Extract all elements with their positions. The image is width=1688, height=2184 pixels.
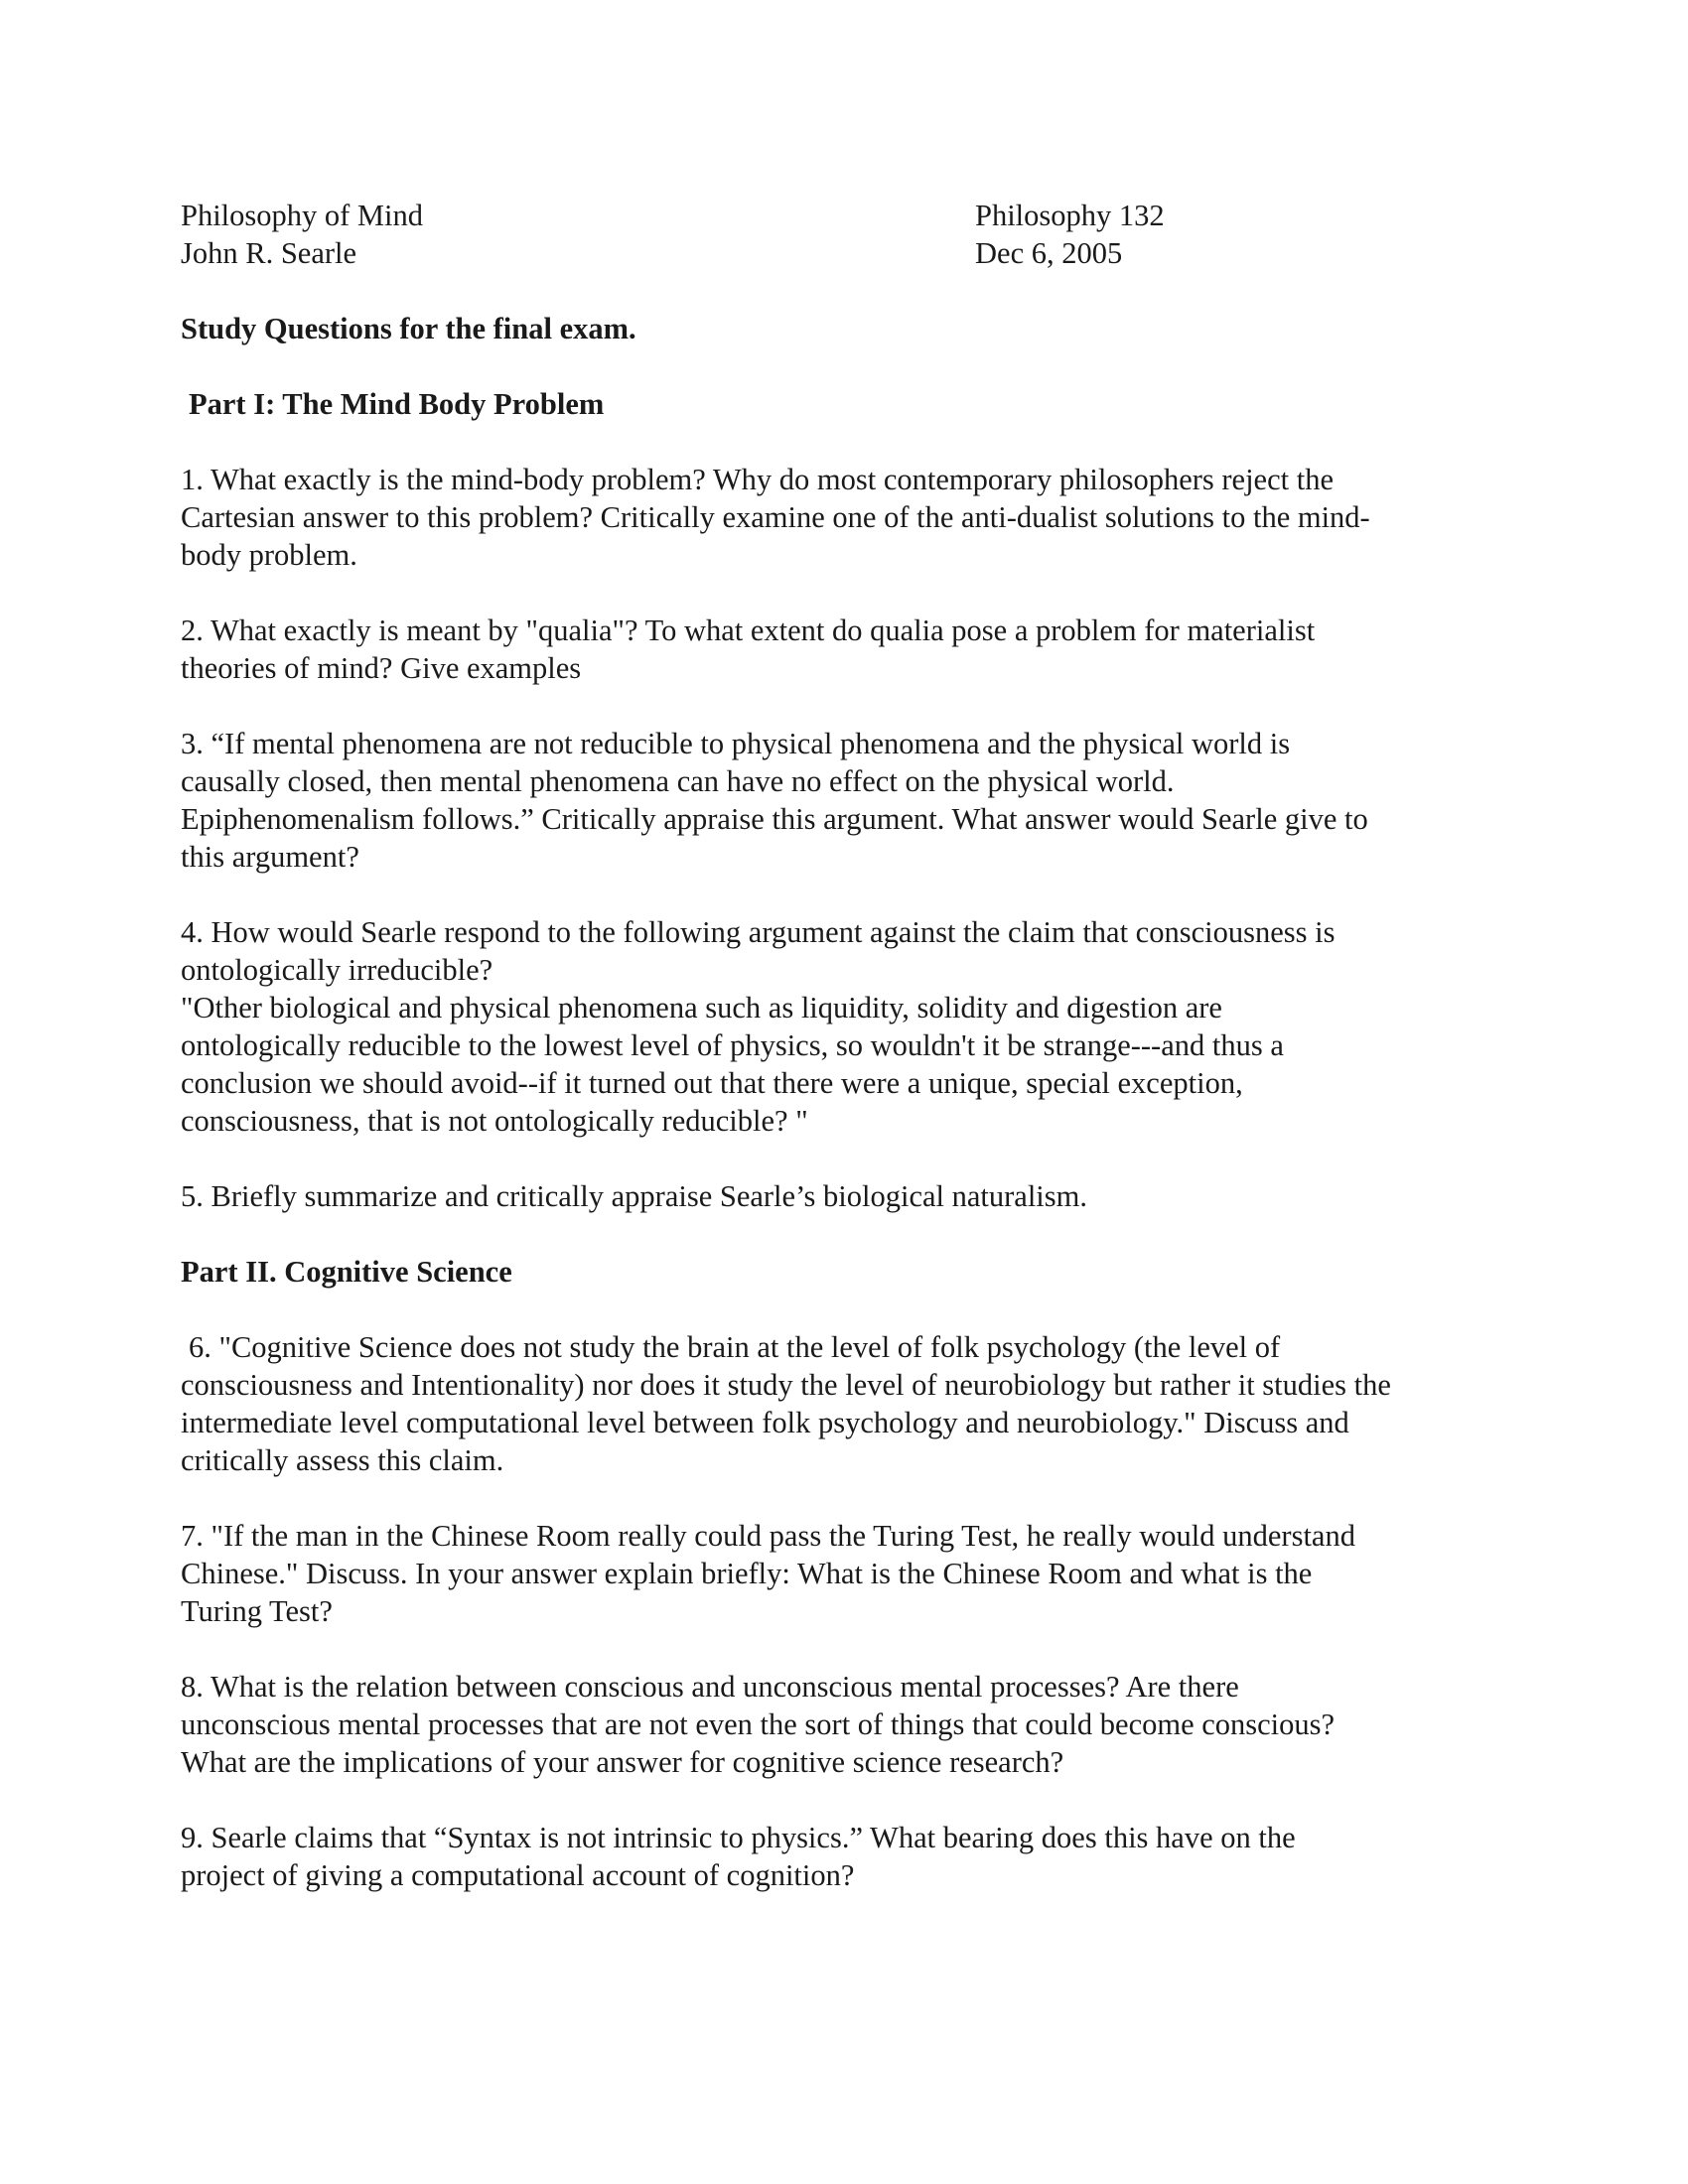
course-name: Philosophy of Mind [181, 199, 424, 232]
document-date: Dec 6, 2005 [975, 236, 1123, 270]
part-2-heading: Part II. Cognitive Science [181, 1255, 512, 1289]
question-2: 2. What exactly is meant by "qualia"? To what extent do qualia pose a problem for materialist theories of mind? Give examples [181, 614, 1316, 685]
document-page [181, 197, 1511, 1894]
question-7: 7. "If the man in the Chinese Room really could pass the Turing Test, he really would understand Chinese." Discuss. In your answer explain briefly: What is the Chinese Room and what is the Turing Test? [181, 1519, 1355, 1628]
document-header [181, 197, 1511, 272]
instructor-name: John R. Searle [181, 236, 357, 270]
question-8: 8. What is the relation between conscious and unconscious mental processes? Are there unconscious mental processes that are not even the sort of things that could become conscious? What are the implications of your answer for cognitive science research? [181, 1670, 1336, 1779]
header-left [181, 197, 975, 272]
question-9: 9. Searle claims that “Syntax is not intrinsic to physics.” What bearing does this have on the project of giving a computational account of cognition? [181, 1821, 1296, 1892]
question-5: 5. Briefly summarize and critically appraise Searle’s biological naturalism. [181, 1179, 1088, 1213]
part-1-heading: Part I: The Mind Body Problem [189, 387, 605, 421]
course-number: Philosophy 132 [975, 199, 1165, 232]
question-3: 3. “If mental phenomena are not reducible to physical phenomena and the physical world is causally closed, then mental phenomena can have no effect on the physical world. Epiphenomenalism follows.” Critically appraise this argument. What answer would Searle give to this argument? [181, 727, 1368, 874]
question-1: 1. What exactly is the mind-body problem? Why do most contemporary philosophers reject the Cartesian answer to this problem? Critically examine one of the anti-dualist solutions to the mind- body problem. [181, 463, 1370, 572]
document-title: Study Questions for the final exam. [181, 312, 636, 345]
question-6: 6. "Cognitive Science does not study the brain at the level of folk psychology (the level of consciousness and Intentionality) nor does it study the level of neurobiology but rather it studies the intermediate level computational level between folk psychology and neurobiology." Discuss and critically assess this claim. [181, 1330, 1391, 1477]
question-4: 4. How would Searle respond to the following argument against the claim that consciousness is ontologically irreducible? "Other biological and physical phenomena such as liquidity, solidity and digestion are ontologically reducible to the lowest level of physics, so wouldn't it be strange---and thus a conclusion we should avoid--if it turned out that there were a unique, special exception, consciousness, that is not ontologically reducible? " [181, 915, 1336, 1138]
header-right [975, 197, 1511, 272]
